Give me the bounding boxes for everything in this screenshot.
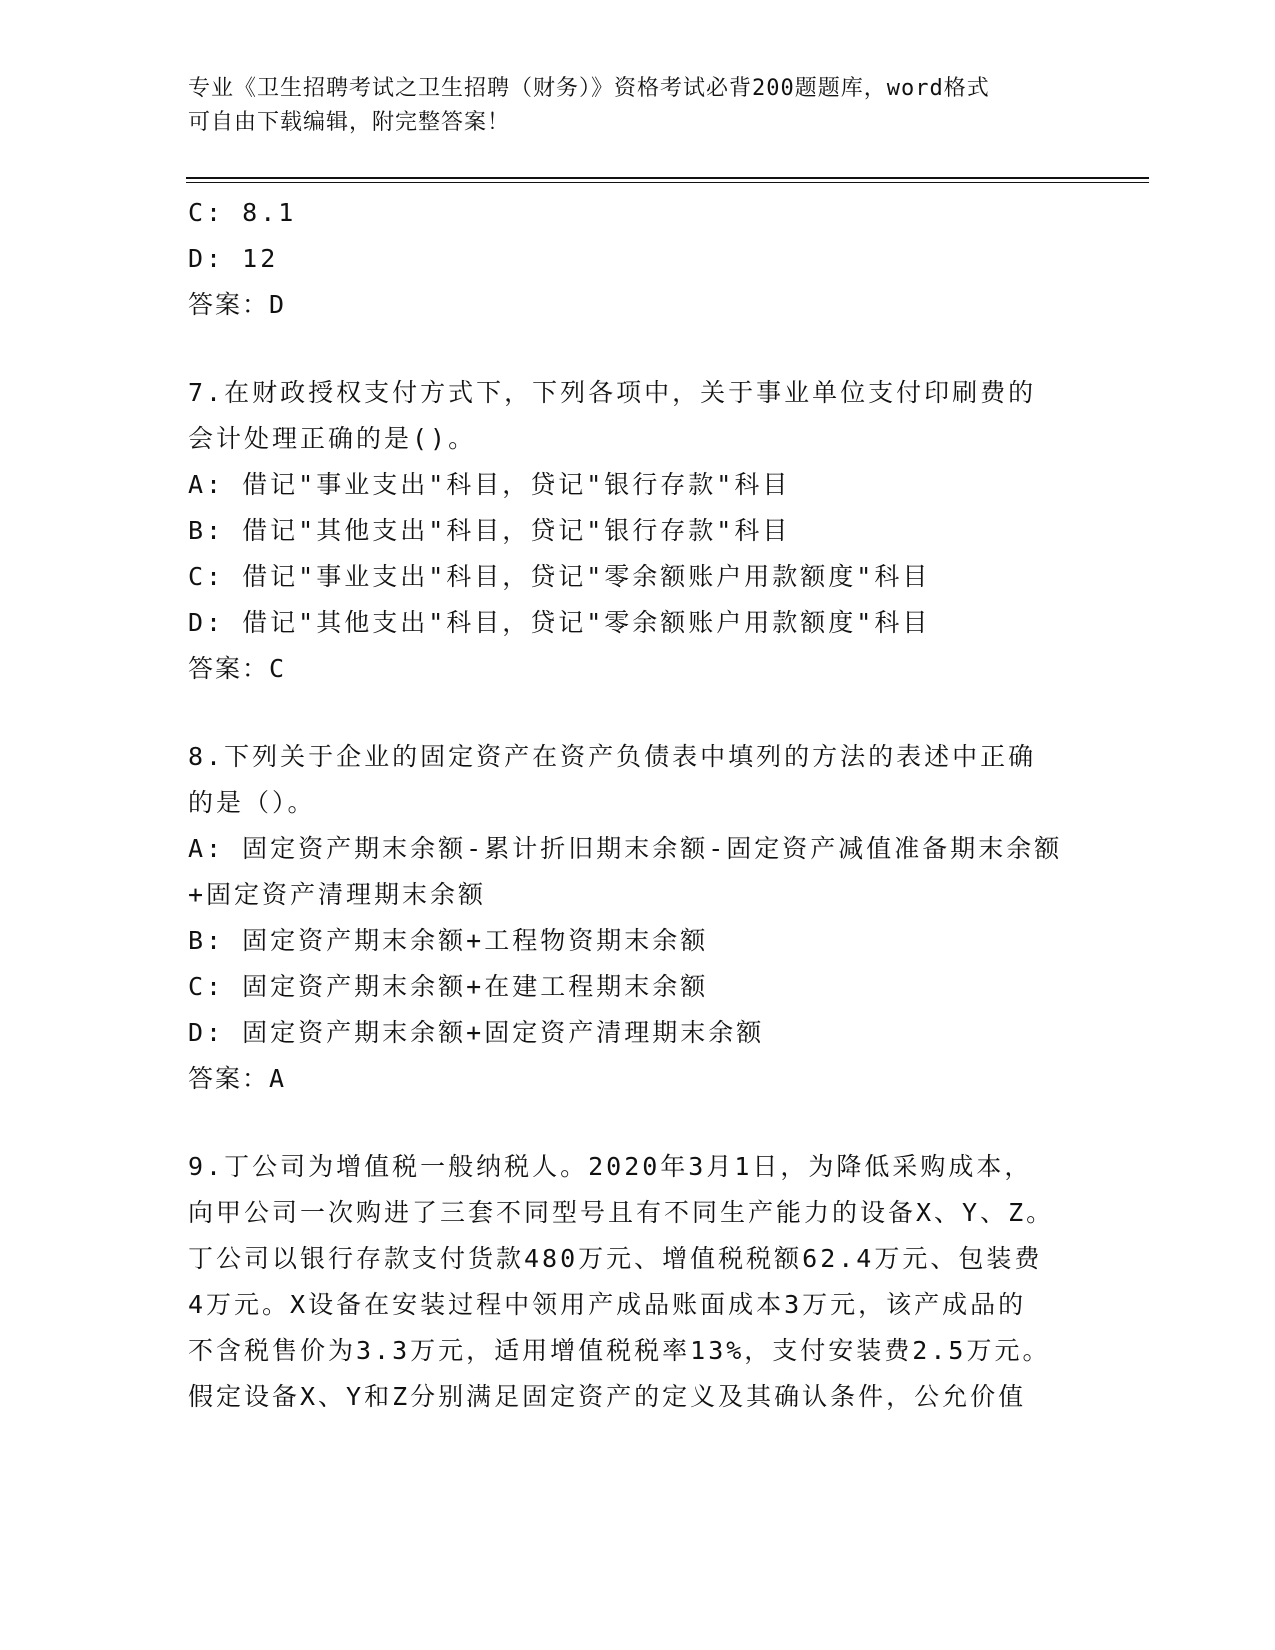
answer-line: 答案：D (188, 290, 287, 319)
option-a: A: 借记"事业支出"科目，贷记"银行存款"科目 (188, 470, 791, 499)
previous-question-tail (188, 190, 1088, 328)
question-text-line: 不含税售价为3.3万元，适用增值税税率13%，支付安装费2.5万元。 (188, 1336, 1051, 1365)
paragraph-gap (188, 692, 1088, 734)
option-c: C: 借记"事业支出"科目，贷记"零余额账户用款额度"科目 (188, 562, 931, 591)
question-text-line: 向甲公司一次购进了三套不同型号且有不同生产能力的设备X、Y、Z。 (188, 1198, 1055, 1227)
question-7 (188, 370, 1088, 692)
option-b: B: 借记"其他支出"科目，贷记"银行存款"科目 (188, 516, 791, 545)
question-8 (188, 734, 1088, 1102)
paragraph-gap (188, 1102, 1088, 1144)
answer-line: 答案：A (188, 1064, 287, 1093)
document-header (188, 72, 1088, 140)
option-b: B: 固定资产期末余额+工程物资期末余额 (188, 926, 709, 955)
option-d: D: 12 (188, 244, 279, 273)
option-c: C: 8.1 (188, 198, 297, 227)
question-text-line: 丁公司以银行存款支付货款480万元、增值税税额62.4万元、包装费 (188, 1244, 1043, 1273)
question-text-line: 假定设备X、Y和Z分别满足固定资产的定义及其确认条件，公允价值 (188, 1382, 1027, 1411)
question-text-line: 4万元。X设备在安装过程中领用产成品账面成本3万元，该产成品的 (188, 1290, 1027, 1319)
header-title-line-1: 专业《卫生招聘考试之卫生招聘（财务）》资格考试必背200题题库，word格式 (188, 76, 990, 101)
option-d: D: 借记"其他支出"科目，贷记"零余额账户用款额度"科目 (188, 608, 931, 637)
header-divider-thick (186, 177, 1149, 179)
option-d: D: 固定资产期末余额+固定资产清理期末余额 (188, 1018, 765, 1047)
question-9 (188, 1144, 1088, 1420)
question-stem-line-1: 7.在财政授权支付方式下，下列各项中，关于事业单位支付印刷费的 (188, 378, 1037, 407)
question-stem-line-2: 的是（）。 (188, 788, 316, 817)
header-title-line-2: 可自由下载编辑，附完整答案！ (188, 110, 511, 135)
answer-line: 答案：C (188, 654, 287, 683)
document-body (188, 190, 1088, 1420)
question-text-line: 9.丁公司为增值税一般纳税人。2020年3月1日，为降低采购成本， (188, 1152, 1033, 1181)
option-c: C: 固定资产期末余额+在建工程期末余额 (188, 972, 709, 1001)
paragraph-gap (188, 328, 1088, 370)
question-stem-line-1: 8.下列关于企业的固定资产在资产负债表中填列的方法的表述中正确 (188, 742, 1037, 771)
option-a-line-1: A: 固定资产期末余额-累计折旧期末余额-固定资产减值准备期末余额 (188, 834, 1063, 863)
header-divider-thin (186, 182, 1149, 183)
question-stem-line-2: 会计处理正确的是()。 (188, 424, 477, 453)
option-a-line-2: +固定资产清理期末余额 (188, 880, 487, 909)
